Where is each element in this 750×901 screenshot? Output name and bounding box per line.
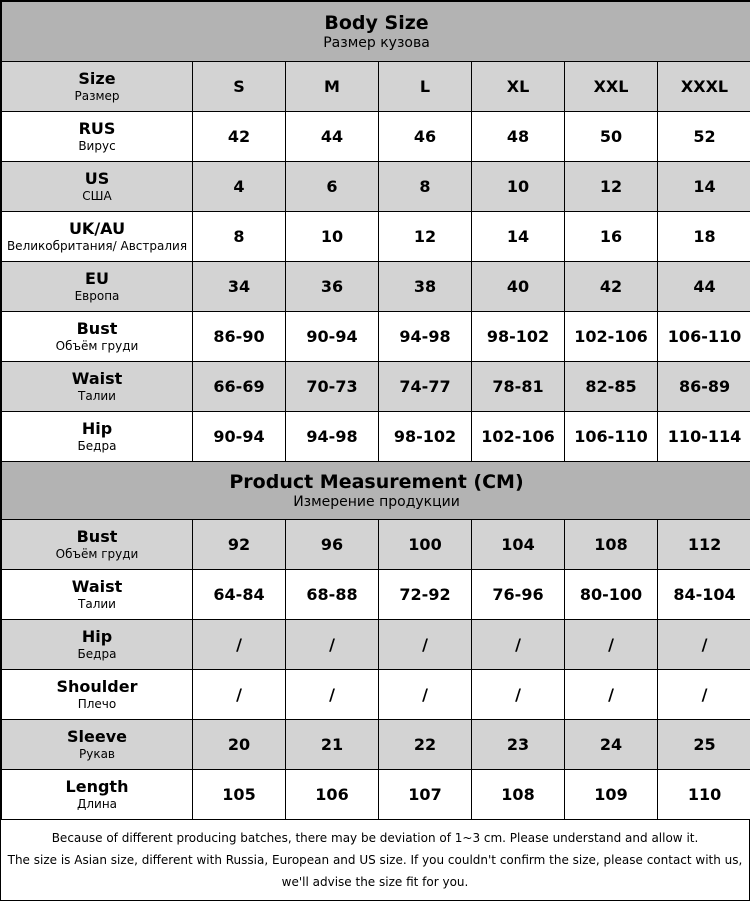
table-row <box>2 720 750 770</box>
value-cell: / <box>658 670 750 720</box>
value-cell: 24 <box>565 720 658 770</box>
value-cell: 23 <box>472 720 565 770</box>
table-row <box>2 112 750 162</box>
row-label-cell <box>2 312 193 362</box>
value-cell: 48 <box>472 112 565 162</box>
section-title-cell <box>2 2 750 62</box>
value-cell: 66-69 <box>193 362 286 412</box>
row-label-cell <box>2 620 193 670</box>
value-cell: 107 <box>379 770 472 820</box>
row-label-ru: Талии <box>78 389 116 403</box>
value-cell: 76-96 <box>472 570 565 620</box>
note-line: The size is Asian size, different with Russia, European and US size. If you couldn't confirm the size, please contact with us, <box>7 853 743 867</box>
value-cell: 14 <box>658 162 750 212</box>
value-cell: 52 <box>658 112 750 162</box>
size-notes <box>1 820 749 900</box>
row-label-en: Hip <box>81 419 113 438</box>
table-row <box>2 212 750 262</box>
value-cell: 10 <box>472 162 565 212</box>
row-label-en: Shoulder <box>56 677 138 696</box>
value-cell: 8 <box>379 162 472 212</box>
row-label-ru: Плечо <box>77 697 117 711</box>
table-row <box>2 520 750 570</box>
section-title-row <box>2 462 750 520</box>
section-title: Product Measurement (CM) <box>229 470 524 493</box>
table-row <box>2 670 750 720</box>
value-cell: 106-110 <box>658 312 750 362</box>
value-cell: / <box>379 620 472 670</box>
value-cell: 70-73 <box>286 362 379 412</box>
value-cell: 82-85 <box>565 362 658 412</box>
table-row <box>2 312 750 362</box>
value-cell: 42 <box>565 262 658 312</box>
row-label-ru: Талии <box>78 597 116 611</box>
value-cell: / <box>472 620 565 670</box>
value-cell: 20 <box>193 720 286 770</box>
row-label-cell <box>2 112 193 162</box>
value-cell: 36 <box>286 262 379 312</box>
value-cell: 10 <box>286 212 379 262</box>
row-label-en: Bust <box>76 527 118 546</box>
value-cell: 94-98 <box>379 312 472 362</box>
row-label-ru: Рукав <box>78 747 115 761</box>
value-cell: / <box>379 670 472 720</box>
row-label-en: RUS <box>78 119 116 138</box>
value-cell: 14 <box>472 212 565 262</box>
value-cell: 98-102 <box>379 412 472 462</box>
row-label-ru: Длина <box>76 797 118 811</box>
value-cell: 40 <box>472 262 565 312</box>
value-cell: 100 <box>379 520 472 570</box>
row-label-en: Waist <box>71 577 123 596</box>
value-cell: S <box>193 62 286 112</box>
value-cell: 90-94 <box>286 312 379 362</box>
row-label-en: EU <box>85 269 109 288</box>
value-cell: 42 <box>193 112 286 162</box>
value-cell: 106-110 <box>565 412 658 462</box>
row-label-cell <box>2 162 193 212</box>
value-cell: / <box>472 670 565 720</box>
value-cell: 108 <box>472 770 565 820</box>
value-cell: 104 <box>472 520 565 570</box>
table-row <box>2 770 750 820</box>
value-cell: 50 <box>565 112 658 162</box>
value-cell: 38 <box>379 262 472 312</box>
value-cell: 46 <box>379 112 472 162</box>
value-cell: / <box>658 620 750 670</box>
value-cell: L <box>379 62 472 112</box>
note-line: we'll advise the size fit for you. <box>281 875 469 889</box>
row-label-cell <box>2 720 193 770</box>
value-cell: / <box>193 620 286 670</box>
value-cell: 44 <box>658 262 750 312</box>
value-cell: / <box>193 670 286 720</box>
value-cell: 16 <box>565 212 658 262</box>
value-cell: 84-104 <box>658 570 750 620</box>
value-cell: 105 <box>193 770 286 820</box>
row-label-cell <box>2 770 193 820</box>
value-cell: / <box>286 670 379 720</box>
value-cell: 94-98 <box>286 412 379 462</box>
row-label-cell <box>2 570 193 620</box>
value-cell: 72-92 <box>379 570 472 620</box>
value-cell: 18 <box>658 212 750 262</box>
row-label-ru: Великобритания/ Австралия <box>6 239 188 253</box>
table-row <box>2 62 750 112</box>
value-cell: 102-106 <box>472 412 565 462</box>
value-cell: 4 <box>193 162 286 212</box>
size-table <box>1 1 750 820</box>
value-cell: 34 <box>193 262 286 312</box>
row-label-en: Sleeve <box>67 727 127 746</box>
row-label-en: UK/AU <box>68 219 126 238</box>
value-cell: / <box>286 620 379 670</box>
table-row <box>2 162 750 212</box>
row-label-cell <box>2 412 193 462</box>
value-cell: 22 <box>379 720 472 770</box>
value-cell: 21 <box>286 720 379 770</box>
section-title: Body Size <box>324 11 429 34</box>
note-line: Because of different producing batches, there may be deviation of 1~3 cm. Please understand and allow it. <box>51 831 699 845</box>
value-cell: 25 <box>658 720 750 770</box>
value-cell: 78-81 <box>472 362 565 412</box>
value-cell: 12 <box>379 212 472 262</box>
value-cell: 74-77 <box>379 362 472 412</box>
value-cell: 68-88 <box>286 570 379 620</box>
row-label-cell <box>2 262 193 312</box>
value-cell: 112 <box>658 520 750 570</box>
row-label-ru: Объём груди <box>55 547 139 561</box>
value-cell: 44 <box>286 112 379 162</box>
section-subtitle: Размер кузова <box>323 34 430 51</box>
value-cell: 106 <box>286 770 379 820</box>
row-label-ru: Бедра <box>77 647 117 661</box>
value-cell: 12 <box>565 162 658 212</box>
value-cell: / <box>565 670 658 720</box>
row-label-en: Length <box>65 777 129 796</box>
value-cell: 86-90 <box>193 312 286 362</box>
row-label-ru: Бедра <box>77 439 117 453</box>
table-row <box>2 362 750 412</box>
row-label-ru: США <box>82 189 112 203</box>
row-label-cell <box>2 362 193 412</box>
value-cell: 110 <box>658 770 750 820</box>
value-cell: 92 <box>193 520 286 570</box>
value-cell: 86-89 <box>658 362 750 412</box>
table-row <box>2 262 750 312</box>
table-row <box>2 412 750 462</box>
value-cell: XXL <box>565 62 658 112</box>
row-label-en: US <box>84 169 110 188</box>
value-cell: 90-94 <box>193 412 286 462</box>
value-cell: M <box>286 62 379 112</box>
table-row <box>2 620 750 670</box>
value-cell: / <box>565 620 658 670</box>
value-cell: 8 <box>193 212 286 262</box>
row-label-en: Waist <box>71 369 123 388</box>
value-cell: 110-114 <box>658 412 750 462</box>
table-row <box>2 570 750 620</box>
row-label-en: Bust <box>76 319 118 338</box>
section-title-row <box>2 2 750 62</box>
row-label-ru: Вирус <box>78 139 116 153</box>
value-cell: 6 <box>286 162 379 212</box>
row-label-en: Size <box>78 69 116 88</box>
value-cell: 96 <box>286 520 379 570</box>
section-title-cell <box>2 462 750 520</box>
row-label-ru: Европа <box>74 289 120 303</box>
row-label-cell <box>2 670 193 720</box>
row-label-ru: Размер <box>74 89 120 103</box>
value-cell: 102-106 <box>565 312 658 362</box>
value-cell: 108 <box>565 520 658 570</box>
row-label-cell <box>2 520 193 570</box>
value-cell: 64-84 <box>193 570 286 620</box>
row-label-cell <box>2 62 193 112</box>
value-cell: 109 <box>565 770 658 820</box>
row-label-cell <box>2 212 193 262</box>
row-label-ru: Объём груди <box>55 339 139 353</box>
row-label-en: Hip <box>81 627 113 646</box>
value-cell: 98-102 <box>472 312 565 362</box>
value-cell: XL <box>472 62 565 112</box>
value-cell: XXXL <box>658 62 750 112</box>
value-cell: 80-100 <box>565 570 658 620</box>
section-subtitle: Измерение продукции <box>293 493 460 510</box>
